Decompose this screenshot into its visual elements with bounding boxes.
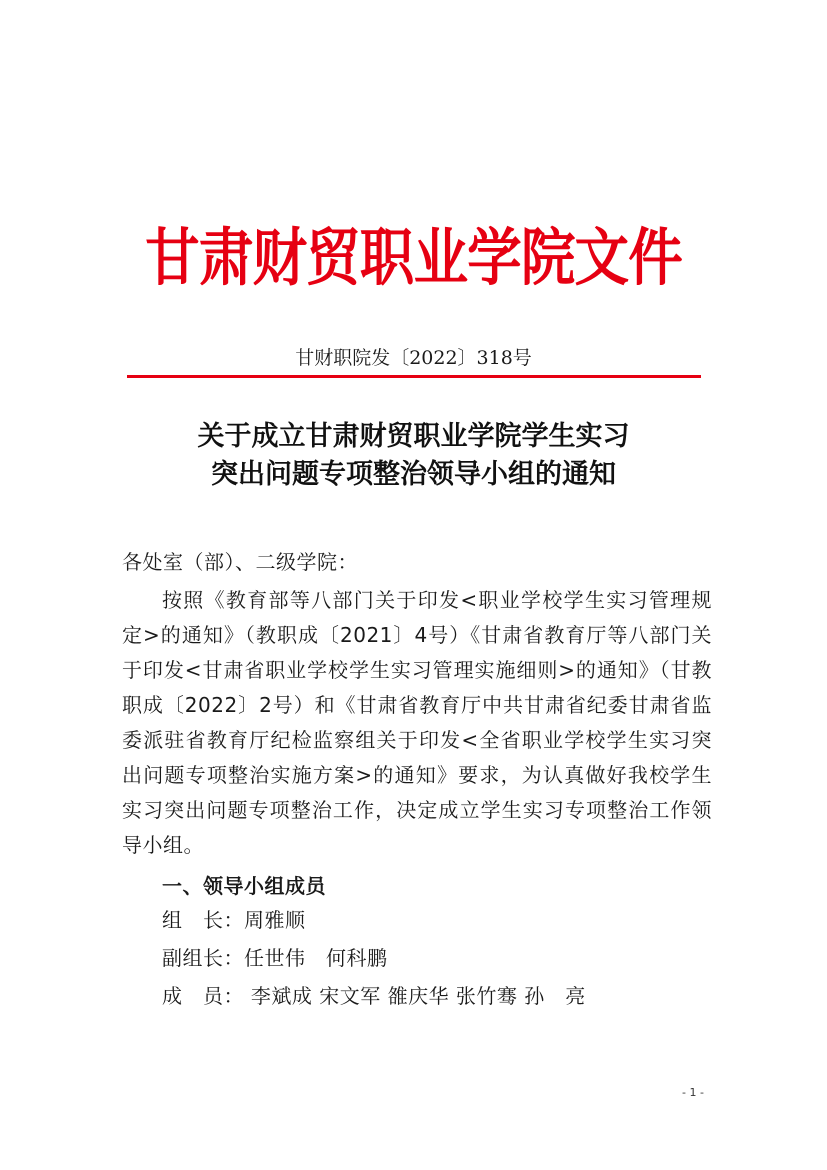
member-role: 副组长： — [162, 946, 244, 970]
section-heading: 一、领导小组成员 — [162, 874, 326, 898]
salutation: 各处室（部）、二级学院： — [122, 550, 358, 574]
document-masthead: 甘肃财贸职业学院文件 — [145, 221, 682, 294]
red-divider-line — [127, 375, 701, 378]
document-title — [0, 418, 827, 494]
member-line-members — [122, 977, 712, 1015]
title-line-2: 突出问题专项整治领导小组的通知 — [211, 459, 616, 490]
title-line-1: 关于成立甘肃财贸职业学院学生实习 — [197, 421, 630, 452]
member-names: 李斌成 宋文军 雒庆华 张竹骞 孙 亮 — [244, 984, 586, 1008]
document-body — [122, 545, 712, 1015]
body-paragraph: 按照《教育部等八部门关于印发<职业学校学生实习管理规定>的通知》（教职成〔2021〕4号）《甘肃省教育厅等八部门关于印发<甘肃省职业学校学生实习管理实施细则>的通知》（甘教职成〔2022〕2号）和《甘肃省教育厅中共甘肃省纪委甘肃省监委派驻省教育厅纪检监察组关于印发<全省职业学校学生实习突出问题专项整治实施方案>的通知》要求，为认真做好我校学生实习突出问题专项整治工作，决定成立学生实习专项整治工作领导小组。 — [122, 588, 712, 857]
member-names: 任世伟 何科鹏 — [244, 946, 388, 970]
page-number: - 1 - — [682, 1086, 704, 1099]
member-names: 周雅顺 — [244, 908, 306, 932]
member-line-leader — [122, 901, 712, 939]
member-line-deputy — [122, 939, 712, 977]
member-role: 组 长： — [162, 908, 244, 932]
member-role: 成 员： — [162, 984, 244, 1008]
document-number: 甘财职院发〔2022〕318号 — [295, 347, 532, 369]
